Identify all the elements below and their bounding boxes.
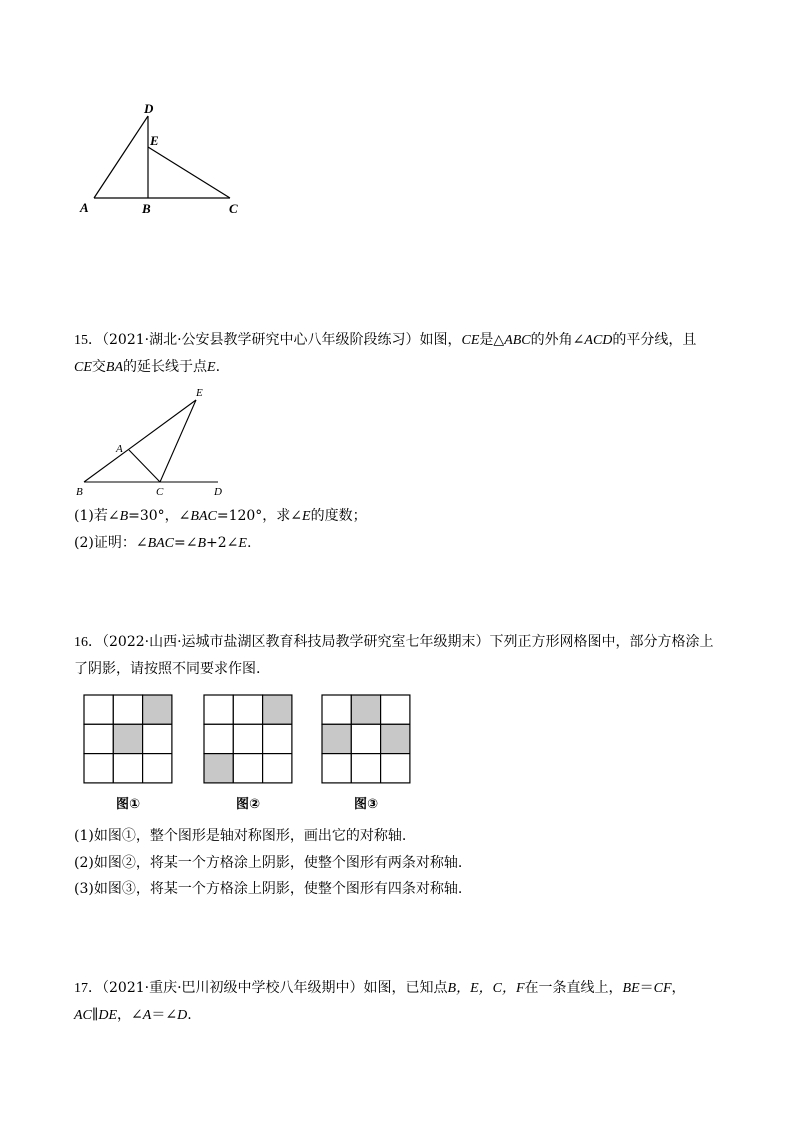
grid-caption-2: 图②: [235, 797, 260, 812]
q15-text: =120°，求∠: [216, 508, 303, 524]
q15-text: =∠: [174, 535, 198, 551]
q17-var: CF: [653, 981, 672, 996]
grid-figure-2: [203, 694, 293, 784]
q15-var: E: [207, 360, 216, 375]
q15-text: =30°，∠: [128, 508, 191, 524]
q15-var: BA: [105, 360, 123, 375]
q16-text: 了阴影，请按照不同要求作图.: [74, 661, 261, 677]
grid-cell: [233, 695, 262, 724]
label-a: A: [80, 200, 89, 215]
q15-var: B: [197, 536, 207, 551]
label-e: E: [150, 133, 159, 148]
q15-stem-line2: [74, 357, 734, 378]
grid-cell: [381, 754, 410, 783]
label-b: B: [142, 201, 151, 216]
q17-source: （2021·重庆·巴川初级中学校八年级期中）: [102, 980, 364, 996]
grid-cell: [322, 724, 351, 753]
grid-cell: [143, 695, 172, 724]
q17-stem-line1: [74, 978, 734, 999]
q16-text: (1)如图①，整个图形是轴对称图形，画出它的对称轴.: [74, 828, 407, 844]
label-c: C: [229, 201, 238, 216]
grid-cell: [322, 754, 351, 783]
q15-var: ACD: [584, 333, 613, 348]
grid-cell: [113, 724, 142, 753]
grid-cell: [143, 724, 172, 753]
grid-cell: [381, 695, 410, 724]
q15-text: (1)若∠: [74, 508, 120, 524]
q15-text: 的外角∠: [530, 332, 585, 348]
q15-figure: [70, 382, 240, 500]
grid-cell: [263, 724, 292, 753]
q16-part1: [74, 826, 734, 846]
q15-stem-line1: [74, 330, 734, 351]
label-d: D: [144, 101, 154, 116]
q16-stem-line1: [74, 632, 734, 653]
grid-cell: [263, 695, 292, 724]
q15-part1: [74, 506, 734, 527]
figure-triangle-dabc: [70, 95, 270, 225]
q16-stem-line2: [74, 659, 734, 679]
q15-var: BAC: [147, 536, 175, 551]
q17-text: .: [187, 1007, 192, 1023]
q16-number: 16．: [74, 635, 102, 650]
q17-var: BE: [622, 981, 640, 996]
q17-var: B，E，C，F: [447, 981, 525, 996]
q17-text: ∥: [91, 1007, 99, 1023]
q16-source: （2022·山西·运城市盐湖区教育科技局教学研究室七年级期末）: [102, 634, 490, 650]
q15-var: ABC: [504, 333, 531, 348]
grid-cell: [84, 754, 113, 783]
grid-cell: [233, 724, 262, 753]
q17-text: ，∠: [117, 1007, 143, 1023]
q17-text: 在一条直线上，: [524, 980, 623, 996]
q16-part2: [74, 853, 734, 873]
q15-text: 的平分线，且: [612, 332, 697, 348]
grid-cell: [233, 754, 262, 783]
q17-var: A: [142, 1008, 152, 1023]
q17-stem-line2: [74, 1005, 734, 1026]
q17-text: ＝∠: [151, 1007, 178, 1023]
grid-cell: [113, 695, 142, 724]
q15-text: .: [246, 535, 252, 551]
grid-cell: [204, 695, 233, 724]
q15-text: 交: [91, 359, 106, 375]
q17-number: 17．: [74, 981, 102, 996]
grid-cell: [351, 695, 380, 724]
grid-cell: [204, 724, 233, 753]
q17-text: ，: [671, 980, 686, 996]
q16-text: 下列正方形网格图中，部分方格涂上: [489, 634, 714, 650]
q15-source: （2021·湖北·公安县教学研究中心八年级阶段练习）: [102, 332, 420, 348]
q17-var: AC: [74, 1008, 92, 1023]
q15-var: CE: [461, 333, 480, 348]
q15-text: 的度数；: [310, 508, 367, 524]
q15-var: B: [119, 509, 129, 524]
q15-text: (2)证明：∠: [74, 535, 148, 551]
q15-label-b: B: [76, 486, 83, 498]
grid-cell: [351, 724, 380, 753]
grid-cell: [263, 754, 292, 783]
q15-label-d: D: [214, 486, 222, 498]
grid-cell: [84, 724, 113, 753]
q15-text: +2∠: [206, 535, 239, 551]
q15-text: .: [215, 359, 221, 375]
grid-cell: [143, 754, 172, 783]
grid-cell: [381, 724, 410, 753]
q15-label-a: A: [116, 443, 123, 455]
q16-text: (2)如图②，将某一个方格涂上阴影，使整个图形有两条对称轴.: [74, 855, 463, 871]
grid-cell: [113, 754, 142, 783]
q16-part3: [74, 879, 734, 899]
q17-var: DE: [98, 1008, 118, 1023]
grid-caption-3: 图③: [353, 797, 378, 812]
q17-var: D: [177, 1008, 188, 1023]
q15-var: BAC: [190, 509, 217, 524]
q16-text: (3)如图③，将某一个方格涂上阴影，使整个图形有四条对称轴.: [74, 881, 463, 897]
grid-cell: [84, 695, 113, 724]
q15-var: E: [302, 509, 311, 524]
grid-cell: [351, 754, 380, 783]
q15-text: 的延长线于点: [123, 359, 207, 375]
q15-label-e: E: [196, 387, 203, 399]
q15-var: E: [238, 536, 247, 551]
q17-text: ＝: [639, 980, 654, 996]
q15-part2: [74, 533, 734, 554]
q17-text: 如图，已知点: [363, 980, 448, 996]
q15-var: CE: [74, 360, 92, 375]
grid-figure-3: [321, 694, 411, 784]
q15-text: 是△: [479, 332, 505, 348]
q15-text: 如图，: [419, 332, 462, 348]
q15-label-c: C: [156, 486, 164, 498]
grid-figure-1: [83, 694, 173, 784]
grid-cell: [204, 754, 233, 783]
grid-caption-1: 图①: [115, 797, 140, 812]
q15-number: 15．: [74, 333, 102, 348]
grid-cell: [322, 695, 351, 724]
